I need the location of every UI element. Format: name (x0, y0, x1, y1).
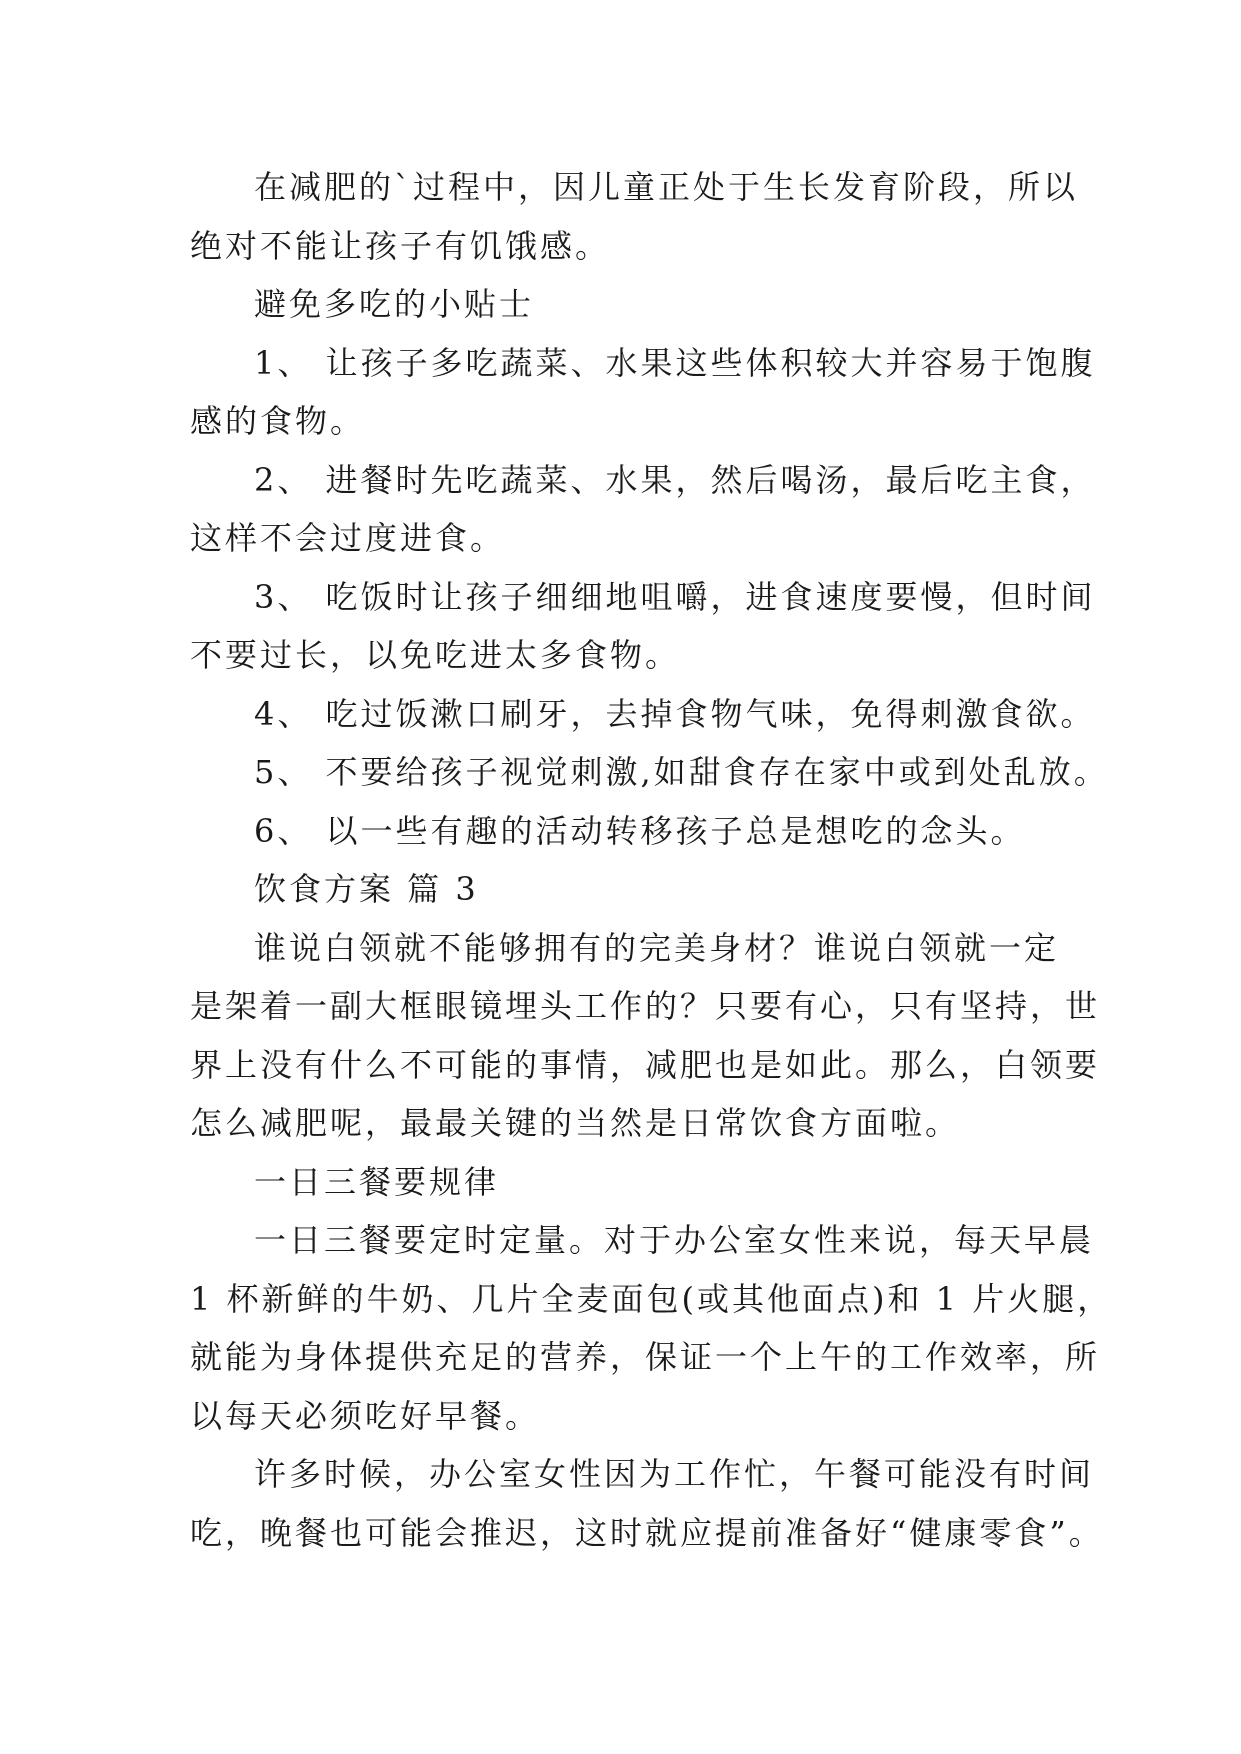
list-item (190, 451, 1096, 568)
section-heading (190, 1153, 1070, 1212)
text-line: 3、 吃饭时让孩子细细地咀嚼，进食速度要慢，但时间 (254, 577, 1096, 616)
text-line: 一日三餐要规律 (254, 1162, 500, 1201)
list-item (190, 334, 1096, 451)
section-heading (190, 275, 1070, 334)
paragraph (190, 158, 1079, 275)
list-item (190, 743, 1109, 802)
list-item (190, 568, 1096, 685)
text-line: 在减肥的`过程中，因儿童正处于生长发育阶段，所以 (254, 168, 1079, 206)
paragraph (190, 1445, 1104, 1562)
text-line: 避免多吃的小贴士 (254, 285, 535, 323)
section-heading (190, 860, 1070, 919)
text-line: 绝对不能让孩子有饥饿感。 (190, 226, 611, 265)
list-item (190, 685, 1096, 744)
text-line: 就能为身体提供充足的营养，保证一个上午的工作效率，所 (190, 1338, 1101, 1376)
text-line: 饮食方案 篇 3 (254, 870, 479, 908)
text-line: 怎么减肥呢，最最关键的当然是日常饮食方面啦。 (190, 1104, 961, 1142)
text-line: 感的食物。 (190, 402, 366, 440)
paragraph (190, 919, 1101, 1153)
text-line: 这样不会过度进食。 (190, 519, 506, 557)
text-line: 5、 不要给孩子视觉刺激,如甜食存在家中或到处乱放。 (254, 753, 1109, 791)
text-line: 以每天必须吃好早餐。 (190, 1396, 541, 1435)
text-line: 4、 吃过饭漱口刷牙，去掉食物气味，免得刺激食欲。 (254, 694, 1096, 733)
text-line: 吃，晚餐也可能会推迟，这时就应提前准备好“健康零食”。 (190, 1513, 1104, 1552)
text-line: 1、 让孩子多吃蔬菜、水果这些体积较大并容易于饱腹 (254, 343, 1096, 382)
text-line: 不要过长，以免吃进太多食物。 (190, 636, 681, 674)
text-line: 2、 进餐时先吃蔬菜、水果，然后喝汤，最后吃主食， (254, 460, 1096, 499)
text-line: 是架着一副大框眼镜埋头工作的？只要有心，只有坚持，世 (190, 987, 1101, 1025)
text-line: 许多时候，办公室女性因为工作忙，午餐可能没有时间 (254, 1455, 1095, 1493)
text-line: 界上没有什么不可能的事情，减肥也是如此。那么，白领要 (190, 1045, 1101, 1084)
document-body (190, 158, 1113, 1562)
text-line: 一日三餐要定时定量。对于办公室女性来说，每天早晨 (254, 1221, 1095, 1259)
paragraph (190, 1211, 1113, 1445)
text-line: 谁说白领就不能够拥有的完美身材？谁说白领就一定 (254, 928, 1060, 967)
text-line: 1 杯新鲜的牛奶、几片全麦面包(或其他面点)和 1 片火腿， (190, 1279, 1113, 1318)
text-line: 6、 以一些有趣的活动转移孩子总是想吃的念头。 (254, 811, 1026, 850)
list-item (190, 802, 1070, 861)
